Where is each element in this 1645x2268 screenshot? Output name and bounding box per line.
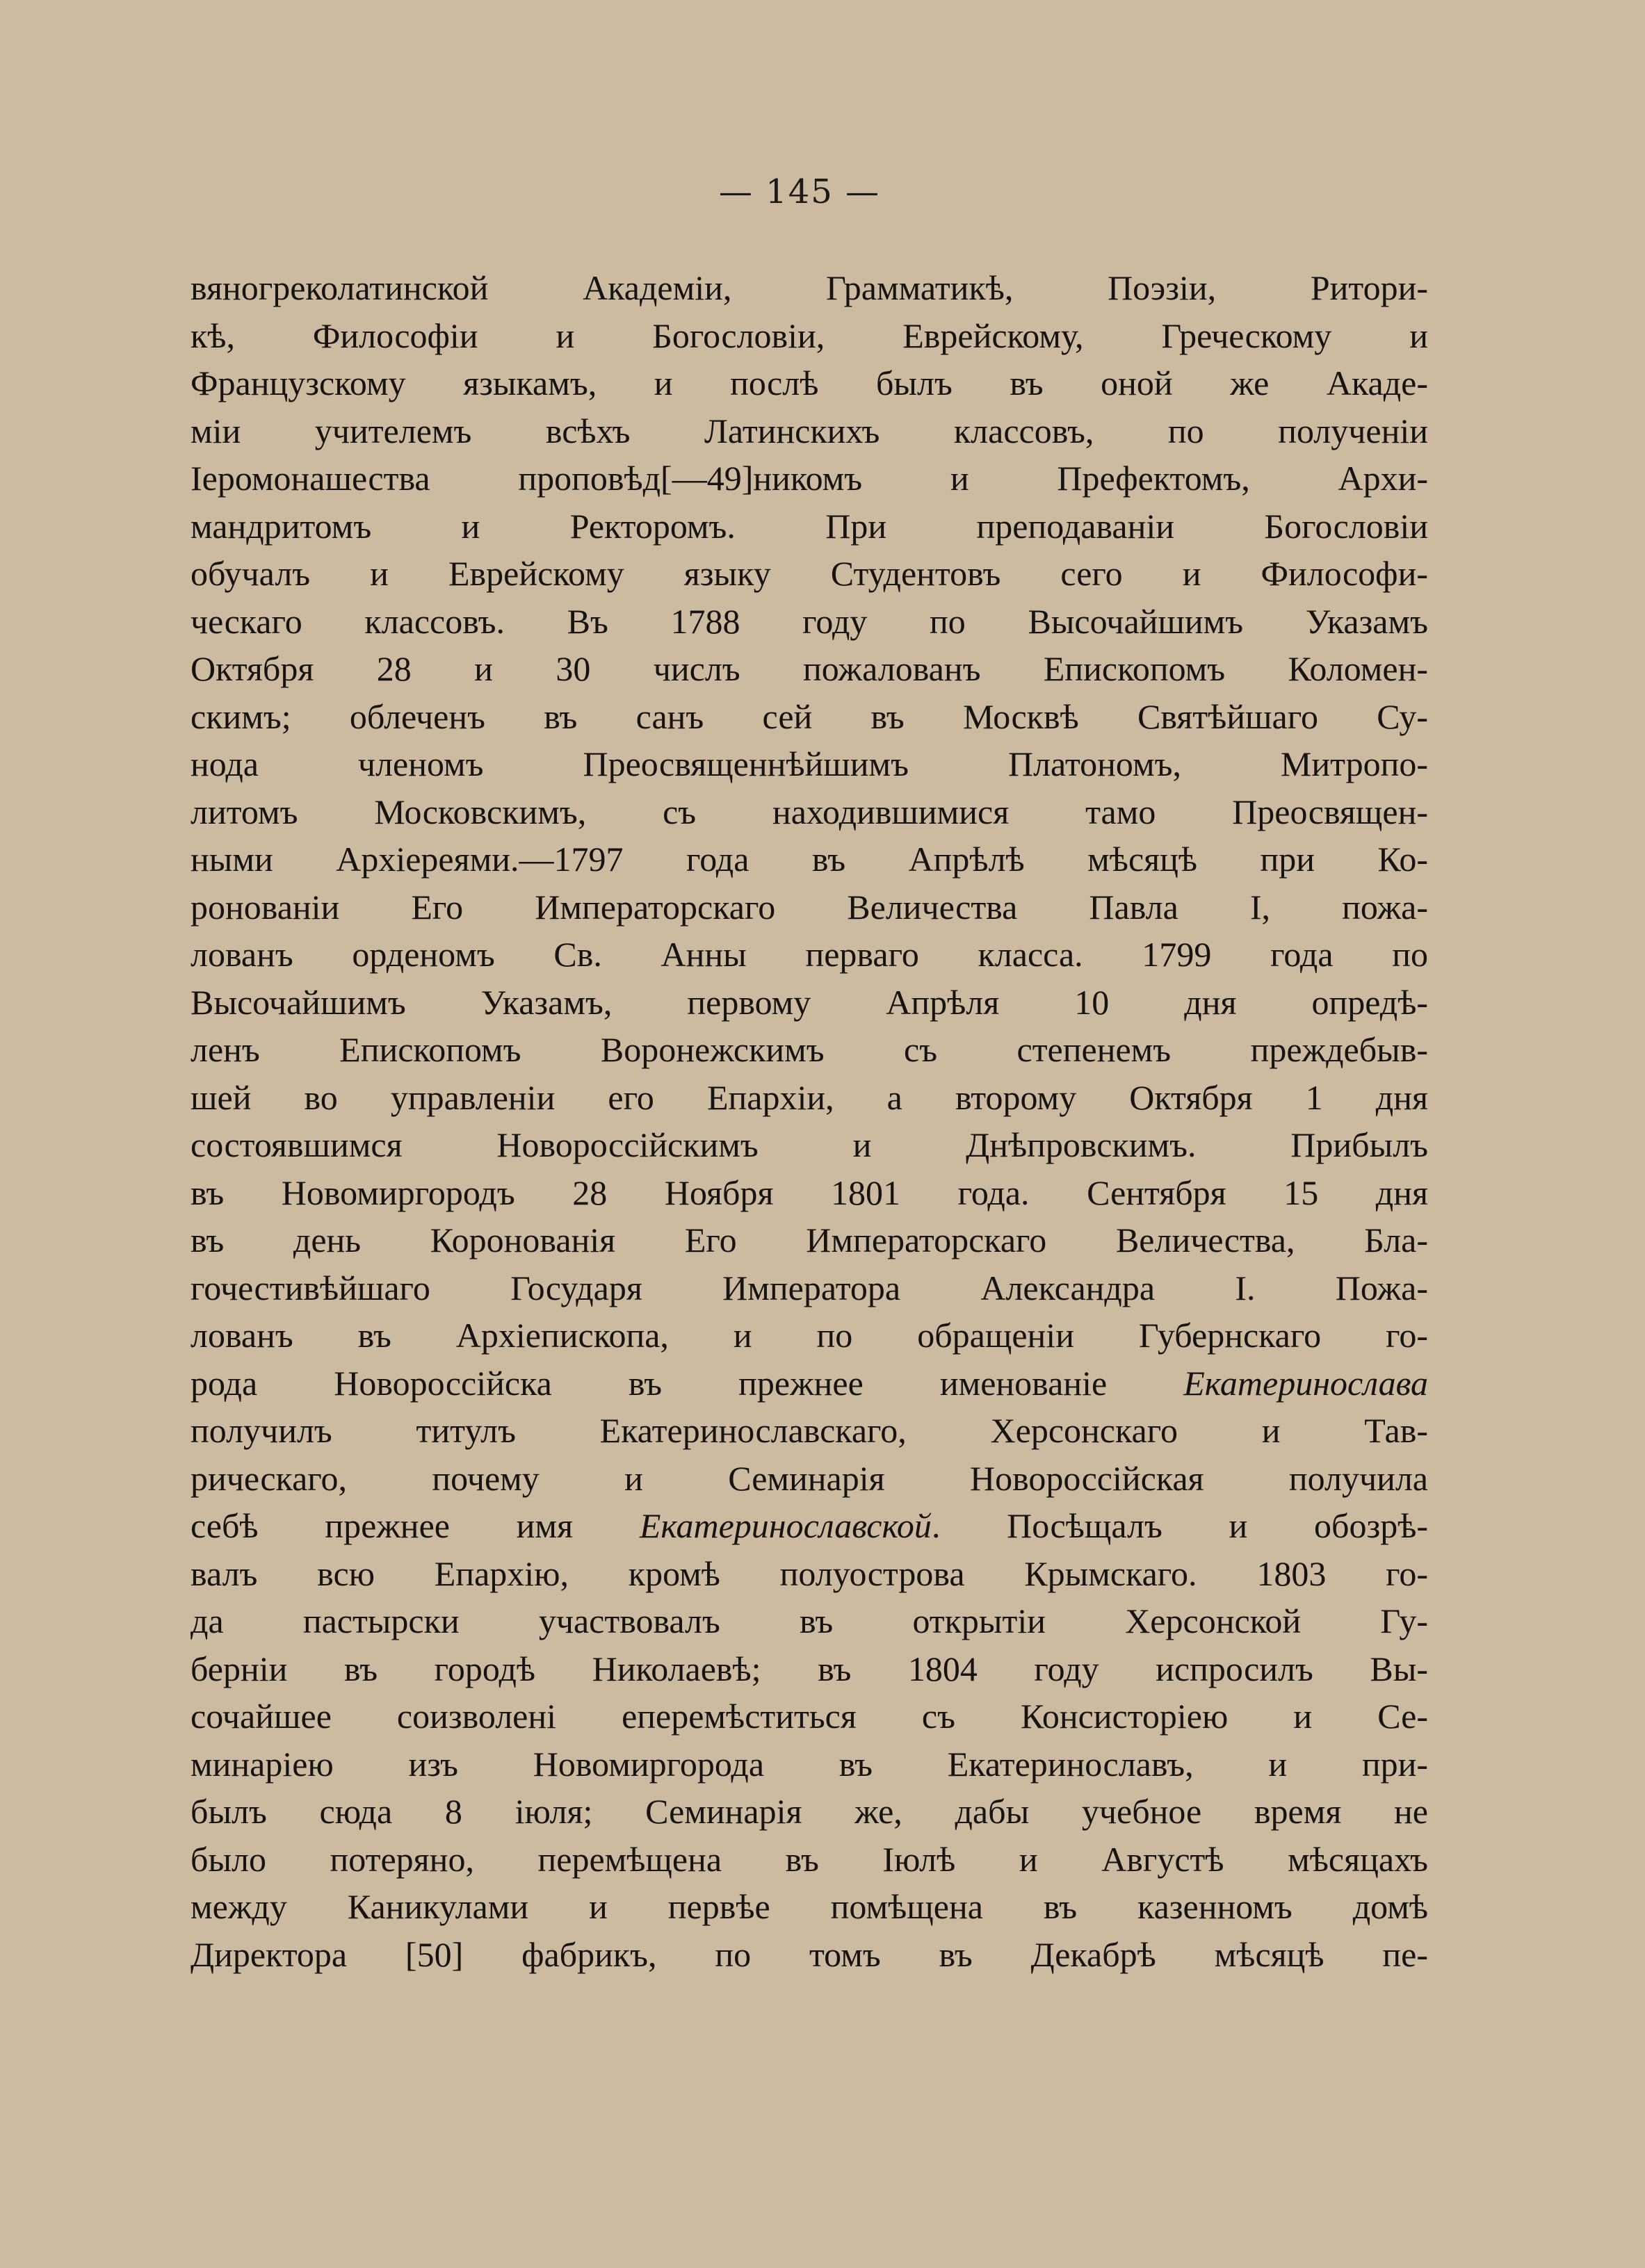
text-line: вяногреколатинской Академіи, Грамматикѣ, Поэзіи, Ритори- — [191, 268, 1428, 307]
text-line: скимъ; облеченъ въ санъ сей въ Москвѣ Святѣйшаго Су- — [191, 696, 1428, 736]
text-line: ленъ Епископомъ Воронежскимъ съ степенемъ преждебыв- — [191, 1030, 1428, 1069]
text-line: былъ сюда 8 іюля; Семинарія же, дабы учебное время не — [191, 1792, 1428, 1831]
text-line: Октября 28 и 30 числъ пожалованъ Епископомъ Коломен- — [191, 649, 1428, 688]
text-line: было потеряно, перемѣщена въ Іюлѣ и Августѣ мѣсяцахъ — [191, 1839, 1428, 1879]
text-line: Директора [50] фабрикъ, по томъ въ Декабрѣ мѣсяцѣ пе- — [191, 1934, 1428, 1974]
text-line: получилъ титулъ Екатеринославскаго, Херсонскаго и Тав- — [191, 1411, 1428, 1450]
text-line: шей во управленіи его Епархіи, а второму Октября 1 дня — [191, 1077, 1428, 1117]
text-line: минаріею изъ Новомиргорода въ Екатеринославъ, и при- — [191, 1744, 1428, 1784]
text-line: ческаго классовъ. Въ 1788 году по Высочайшимъ Указамъ — [191, 601, 1428, 641]
text-line: Іеромонашества проповѣд[—49]никомъ и Префектомъ, Архи- — [191, 459, 1428, 498]
text-line: лованъ орденомъ Св. Анны перваго класса. 1799 года по — [191, 935, 1428, 974]
text-line: міи учителемъ всѣхъ Латинскихъ классовъ, по полученіи — [191, 411, 1428, 450]
text-line: валъ всю Епархію, кромѣ полуострова Крымскаго. 1803 го- — [191, 1553, 1428, 1593]
text-line — [191, 1502, 1428, 1550]
text-line: Французскому языкамъ, и послѣ былъ въ оной же Акаде- — [191, 364, 1428, 402]
text-line: состоявшимся Новороссійскимъ и Днѣпровскимъ. Прибылъ — [191, 1125, 1428, 1164]
text-segment: . Посѣщалъ и обозрѣ- — [931, 1506, 1428, 1545]
text-line: мандритомъ и Ректоромъ. При преподаваніи Богословіи — [191, 506, 1428, 546]
text-line — [191, 1360, 1428, 1408]
text-line: въ день Коронованія Его Императорскаго Величества, Бла- — [191, 1221, 1428, 1259]
text-segment: себѣ прежнее имя — [191, 1506, 640, 1545]
body-text — [191, 264, 1428, 1978]
page-number: — 145 — — [718, 172, 881, 211]
text-line: гочестивѣйшаго Государя Императора Александра I. Пожа- — [191, 1268, 1428, 1307]
text-line: въ Новомиргородъ 28 Ноября 1801 года. Сентября 15 дня — [191, 1173, 1428, 1212]
text-line: ронованіи Его Императорскаго Величества Павла I, пожа- — [191, 887, 1428, 927]
text-line: кѣ, Философіи и Богословіи, Еврейскому, Греческому и — [191, 316, 1428, 355]
text-line: ными Архіереями.—1797 года въ Апрѣлѣ мѣсяцѣ при Ко- — [191, 840, 1428, 879]
text-line: литомъ Московскимъ, съ находившимися тамо Преосвящен- — [191, 792, 1428, 831]
text-segment: рода Новороссійска въ прежнее именованіе — [191, 1363, 1184, 1403]
text-line: нода членомъ Преосвященнѣйшимъ Платономъ, Митропо- — [191, 744, 1428, 783]
text-line: обучалъ и Еврейскому языку Студентовъ сего и Философи- — [191, 554, 1428, 593]
text-line: лованъ въ Архіепископа, и по обращеніи Губернскаго го- — [191, 1316, 1428, 1355]
text-line: берніи въ городѣ Николаевѣ; въ 1804 году испросилъ Вы- — [191, 1649, 1428, 1688]
text-line: да пастырски участвовалъ въ открытіи Херсонской Гу- — [191, 1601, 1428, 1640]
text-line: между Каникулами и первѣе помѣщена въ казенномъ домѣ — [191, 1887, 1428, 1926]
text-line: Высочайшимъ Указамъ, первому Апрѣля 10 дня опредѣ- — [191, 982, 1428, 1022]
text-line: сочайшее соизволені еперемѣститься съ Консисторіею и Се- — [191, 1697, 1428, 1736]
italic-name: Екатеринослава — [1183, 1363, 1428, 1403]
text-line: рическаго, почему и Семинарія Новороссійская получила — [191, 1458, 1428, 1498]
italic-name: Екатеринославской — [639, 1506, 932, 1545]
